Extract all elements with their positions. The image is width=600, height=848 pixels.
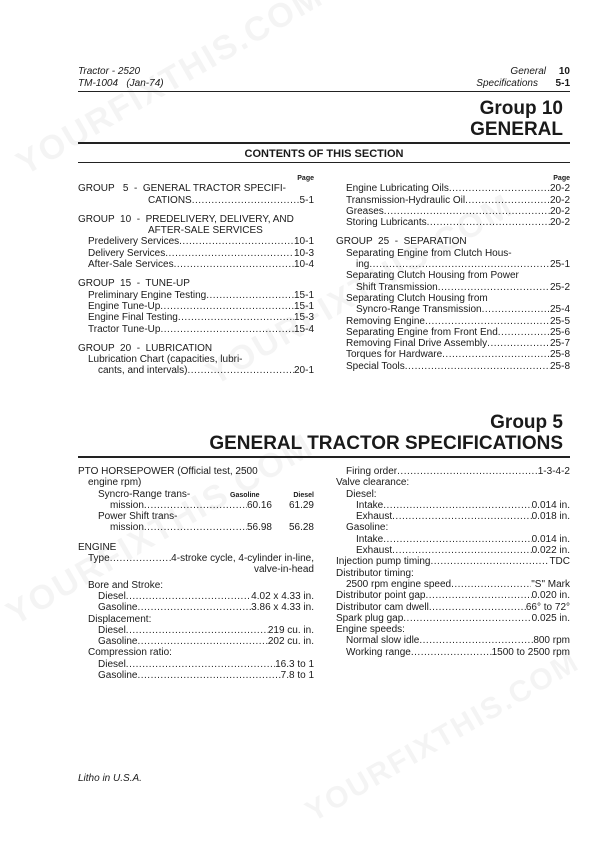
toc-entry: Tractor Tune-Up ..... 15-4 bbox=[78, 324, 314, 335]
toc-group25-line: GROUP 25 - SEPARATION bbox=[336, 236, 467, 248]
toc-lube-chart-line1: Lubrication Chart (capacities, lubri- bbox=[88, 354, 243, 366]
toc-entry: Special Tools ..... 25-8 bbox=[336, 361, 570, 372]
dist-heading: Distributor timing: bbox=[336, 567, 414, 579]
page-label: Page bbox=[297, 175, 314, 182]
header-section-num: 10 bbox=[558, 66, 570, 77]
toc-entry: Engine Tune-Up ..... 15-1 bbox=[78, 301, 314, 312]
toc-group10-line: GROUP 10 - PREDELIVERY, DELIVERY, AND bbox=[78, 213, 294, 225]
toc-entry: Torques for Hardware ..... 25-8 bbox=[336, 349, 570, 360]
header-subsection: Specifications bbox=[476, 78, 538, 89]
toc-entry: Removing Final Drive Assembly ..... 25-7 bbox=[336, 338, 570, 349]
toc-entry: Delivery Services ..... 10-3 bbox=[78, 248, 314, 259]
header-manual-id: TM-1004 (Jan-74) bbox=[78, 78, 164, 89]
toc-group20-line: GROUP 20 - LUBRICATION bbox=[78, 342, 213, 354]
header-right bbox=[440, 66, 570, 90]
spec-row: Intake ..... 0.014 in. bbox=[336, 500, 570, 511]
toc-entry: Predelivery Services ..... 10-1 bbox=[78, 236, 314, 247]
toc-sep3-line1: Separating Clutch Housing from bbox=[346, 292, 488, 304]
pto-syncro-line1: Syncro-Range trans- Gasoline Diesel bbox=[98, 488, 314, 500]
spec-row: Exhaust ..... 0.022 in. bbox=[336, 545, 570, 556]
engine-type-line2: valve-in-head bbox=[253, 564, 314, 576]
group10-number: Group 10 bbox=[479, 98, 563, 119]
specs-right-column bbox=[336, 466, 570, 658]
page-label: Page bbox=[553, 175, 570, 182]
disp-heading: Displacement: bbox=[88, 613, 152, 625]
spec-row: Diesel ..... 219 cu. in. bbox=[78, 625, 314, 636]
watermark bbox=[300, 645, 585, 829]
col-diesel-label: Diesel bbox=[293, 491, 314, 499]
group10-rule bbox=[78, 142, 570, 144]
spec-row: Gasoline ..... 3.86 x 4.33 in. bbox=[78, 602, 314, 613]
group5-heading bbox=[150, 412, 563, 454]
pto-line1: PTO HORSEPOWER (Official test, 2500 bbox=[78, 466, 258, 477]
contents-left-column bbox=[78, 172, 314, 377]
contents-right-column bbox=[336, 172, 570, 372]
spec-row: Firing order ..... 1-3-4-2 bbox=[336, 466, 570, 477]
toc-entry: Greases ..... 20-2 bbox=[336, 206, 570, 217]
toc-group10-line2: AFTER-SALE SERVICES bbox=[148, 225, 263, 237]
toc-entry: Engine Final Testing ..... 15-3 bbox=[78, 312, 314, 323]
toc-entry: Removing Engine ..... 25-5 bbox=[336, 316, 570, 327]
vc-diesel-heading: Diesel: bbox=[346, 488, 377, 500]
spec-row: Gasoline ..... 7.8 to 1 bbox=[78, 670, 314, 681]
group10-title: GENERAL bbox=[470, 119, 563, 140]
toc-sep1-line1: Separating Engine from Clutch Hous- bbox=[346, 247, 512, 259]
header-section: General bbox=[510, 66, 546, 77]
header-rule bbox=[78, 91, 570, 92]
spec-row: Diesel ..... 4.02 x 4.33 in. bbox=[78, 591, 314, 602]
spec-row: Gasoline ..... 202 cu. in. bbox=[78, 636, 314, 647]
pto-syncro-values: mission ..... 60.16 61.29 bbox=[78, 500, 314, 511]
group5-number: Group 5 bbox=[490, 412, 563, 433]
valve-heading: Valve clearance: bbox=[336, 477, 410, 489]
toc-entry: Separating Engine from Front End ..... 25-6 bbox=[336, 327, 570, 338]
header-model: Tractor - 2520 bbox=[78, 66, 141, 77]
contents-heading: CONTENTS OF THIS SECTION bbox=[244, 148, 404, 160]
spec-row: Intake ..... 0.014 in. bbox=[336, 534, 570, 545]
engine-heading: ENGINE bbox=[78, 541, 117, 553]
spec-row: Normal slow idle ..... 800 rpm bbox=[336, 635, 570, 646]
spec-row: Distributor point gap ..... 0.020 in. bbox=[336, 590, 570, 601]
toc-entry: Syncro-Range Transmission ..... 25-4 bbox=[336, 304, 570, 315]
spec-row: Injection pump timing ..... TDC bbox=[336, 556, 570, 567]
engine-type: Type ..... 4-stroke cycle, 4-cylinder in-line, bbox=[78, 553, 314, 564]
group10-heading bbox=[300, 98, 563, 140]
spec-row: Diesel ..... 16.3 to 1 bbox=[78, 659, 314, 670]
toc-entry: Shift Transmission ..... 25-2 bbox=[336, 282, 570, 293]
toc-sep2-line1: Separating Clutch Housing from Power bbox=[346, 270, 519, 282]
toc-entry: Transmission-Hydraulic Oil ..... 20-2 bbox=[336, 195, 570, 206]
spec-row: Distributor cam dwell ..... 66° to 72° bbox=[336, 602, 570, 613]
toc-group15-line: GROUP 15 - TUNE-UP bbox=[78, 278, 190, 290]
header-page-num: 5-1 bbox=[555, 78, 570, 89]
footer-litho: Litho in U.S.A. bbox=[78, 773, 142, 784]
vc-gas-heading: Gasoline: bbox=[346, 522, 389, 534]
bore-heading: Bore and Stroke: bbox=[88, 579, 164, 591]
comp-heading: Compression ratio: bbox=[88, 647, 172, 659]
header-left bbox=[78, 66, 164, 90]
spec-row: Working range ..... 1500 to 2500 rpm bbox=[336, 647, 570, 658]
pto-ps-line1: Power Shift trans- bbox=[98, 511, 178, 523]
speeds-heading: Engine speeds: bbox=[336, 624, 405, 636]
toc-entry: Preliminary Engine Testing ..... 15-1 bbox=[78, 290, 314, 301]
spec-row: 2500 rpm engine speed ..... "S" Mark bbox=[336, 579, 570, 590]
group5-rule bbox=[78, 456, 570, 458]
specs-left-column bbox=[78, 466, 314, 681]
toc-entry: After-Sale Services ..... 10-4 bbox=[78, 259, 314, 270]
toc-entry: Storing Lubricants ..... 20-2 bbox=[336, 217, 570, 228]
pto-line2: engine rpm) bbox=[88, 477, 142, 489]
contents-rule bbox=[78, 162, 570, 163]
toc-entry: CATIONS ..... 5-1 bbox=[78, 195, 314, 206]
spec-row: Exhaust ..... 0.018 in. bbox=[336, 511, 570, 522]
toc-entry: ing ..... 25-1 bbox=[336, 259, 570, 270]
spec-row: Spark plug gap ..... 0.025 in. bbox=[336, 613, 570, 624]
toc-entry: cants, and intervals) ..... 20-1 bbox=[78, 365, 314, 376]
toc-entry: Engine Lubricating Oils ..... 20-2 bbox=[336, 183, 570, 194]
toc-group5-line: GROUP 5 - GENERAL TRACTOR SPECIFI- bbox=[78, 183, 287, 195]
pto-ps-values: mission ..... 56.98 56.28 bbox=[78, 522, 314, 533]
col-gasoline-label: Gasoline bbox=[230, 491, 260, 499]
group5-title: GENERAL TRACTOR SPECIFICATIONS bbox=[209, 433, 563, 454]
